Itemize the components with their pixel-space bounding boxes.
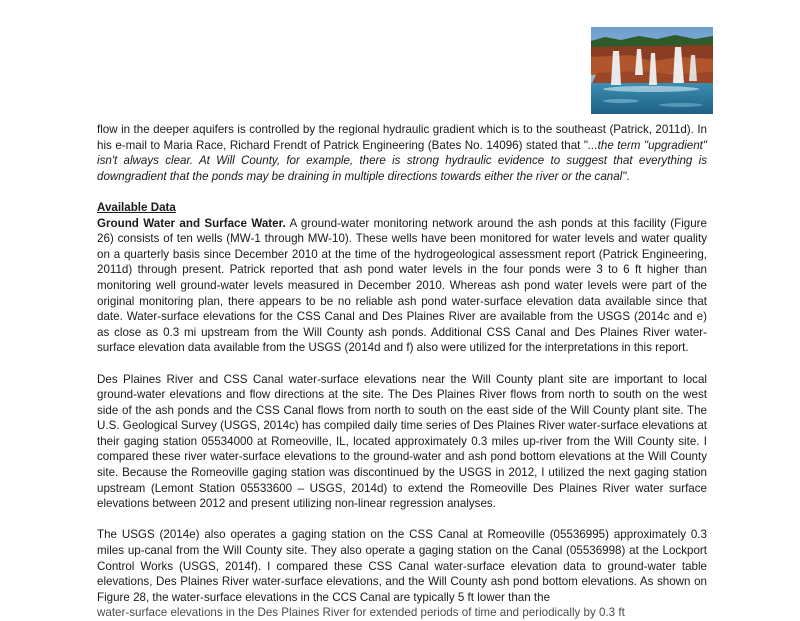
intro-text: flow in the deeper aquifers is controlled by the regional hydraulic gradient which is to the southeast (Patrick, 2011d). In his e-mail to Maria Race, Richard Frendt of Patrick Engineering (Bates No. 14096) stated that " xyxy=(97,123,707,152)
waterfall-image xyxy=(591,27,713,114)
groundwater-paragraph xyxy=(97,216,707,356)
intro-end: . xyxy=(626,169,630,183)
canal-paragraph: The USGS (2014e) also operates a gaging station on the CSS Canal at Romeoville (05536995) approximately 0.3 miles up-canal from the Will County site. They also operate a gaging station on the Canal (05536998) at the Lockport Control Works (USGS, 2014f). I compared these CSS Canal water-surface elevation data to ground-water table elevations, Des Plaines River water-surface elevations, and the Will County ash pond bottom elevations. As shown on Figure 28, the water-surface elevations in the CCS Canal are typically 5 ft lower than the xyxy=(97,528,707,604)
waterfall-photo xyxy=(591,27,713,114)
river-paragraph: Des Plaines River and CSS Canal water-surface elevations near the Will County plant site are important to local ground-water elevations and flow directions at the site. The Des Plaines River flows from north to south on the west side of the ash ponds and the CSS Canal flows from north to south on the east side of the Will County plant site. The U.S. Geological Survey (USGS, 2014c) has compiled daily time series of Des Plaines River water-surface elevations at their gaging station 05534000 at Romeoville, IL, located approximately 0.3 miles up-river from the Will County site. I compared these river water-surface elevations to the ground-water and ash pond bottom elevations at the Will County site. Because the Romeoville gaging station was discontinued by the USGS in 2012, I utilized the next gaging station upstream (Lemont Station 05533600 – USGS, 2014d) to extend the Romeoville Des Plaines River water surface elevations between 2012 and present utilizing non-linear regression analyses. xyxy=(97,372,707,511)
cutoff-line: water-surface elevations in the Des Plaines River for extended periods of time and periodically by 0.3 ft xyxy=(97,606,625,620)
intro-paragraph xyxy=(97,122,707,184)
section-heading: Available Data xyxy=(97,200,176,214)
intro-quote: ...the term "upgradient" isn't always clear. At Will County, for example, there is strong hydraulic evidence to suggest that everything is downgradient that the ponds may be draining in multiple directions towards either the river or the canal" xyxy=(97,138,707,183)
groundwater-text: A ground-water monitoring network around the ash ponds at this facility (Figure 26) consists of ten wells (MW-1 through MW-10). These wells have been monitored for water levels and water quality on a quarterly basis since December 2010 at the time of the hydrogeological assessment report (Patrick Engineering, 2011d) through present. Patrick reported that ash pond water levels in the four ponds were 3 to 6 ft higher than monitoring well ground-water levels measured in December 2010. Whereas ash pond water levels were part of the original monitoring plan, there appears to be no reliable ash pond water-surface elevation data available since that date. Water-surface elevations for the CSS Canal and Des Plaines River are available from the USGS (2014c and e) as close as 0.3 mi upstream from the Will County ash ponds. Additional CSS Canal and Des Plaines River water-surface elevation data available from the USGS (2014d and f) also were utilized for the interpretations in this report. xyxy=(97,216,707,355)
groundwater-lead: Ground Water and Surface Water. xyxy=(97,216,286,230)
document-body xyxy=(97,122,707,620)
